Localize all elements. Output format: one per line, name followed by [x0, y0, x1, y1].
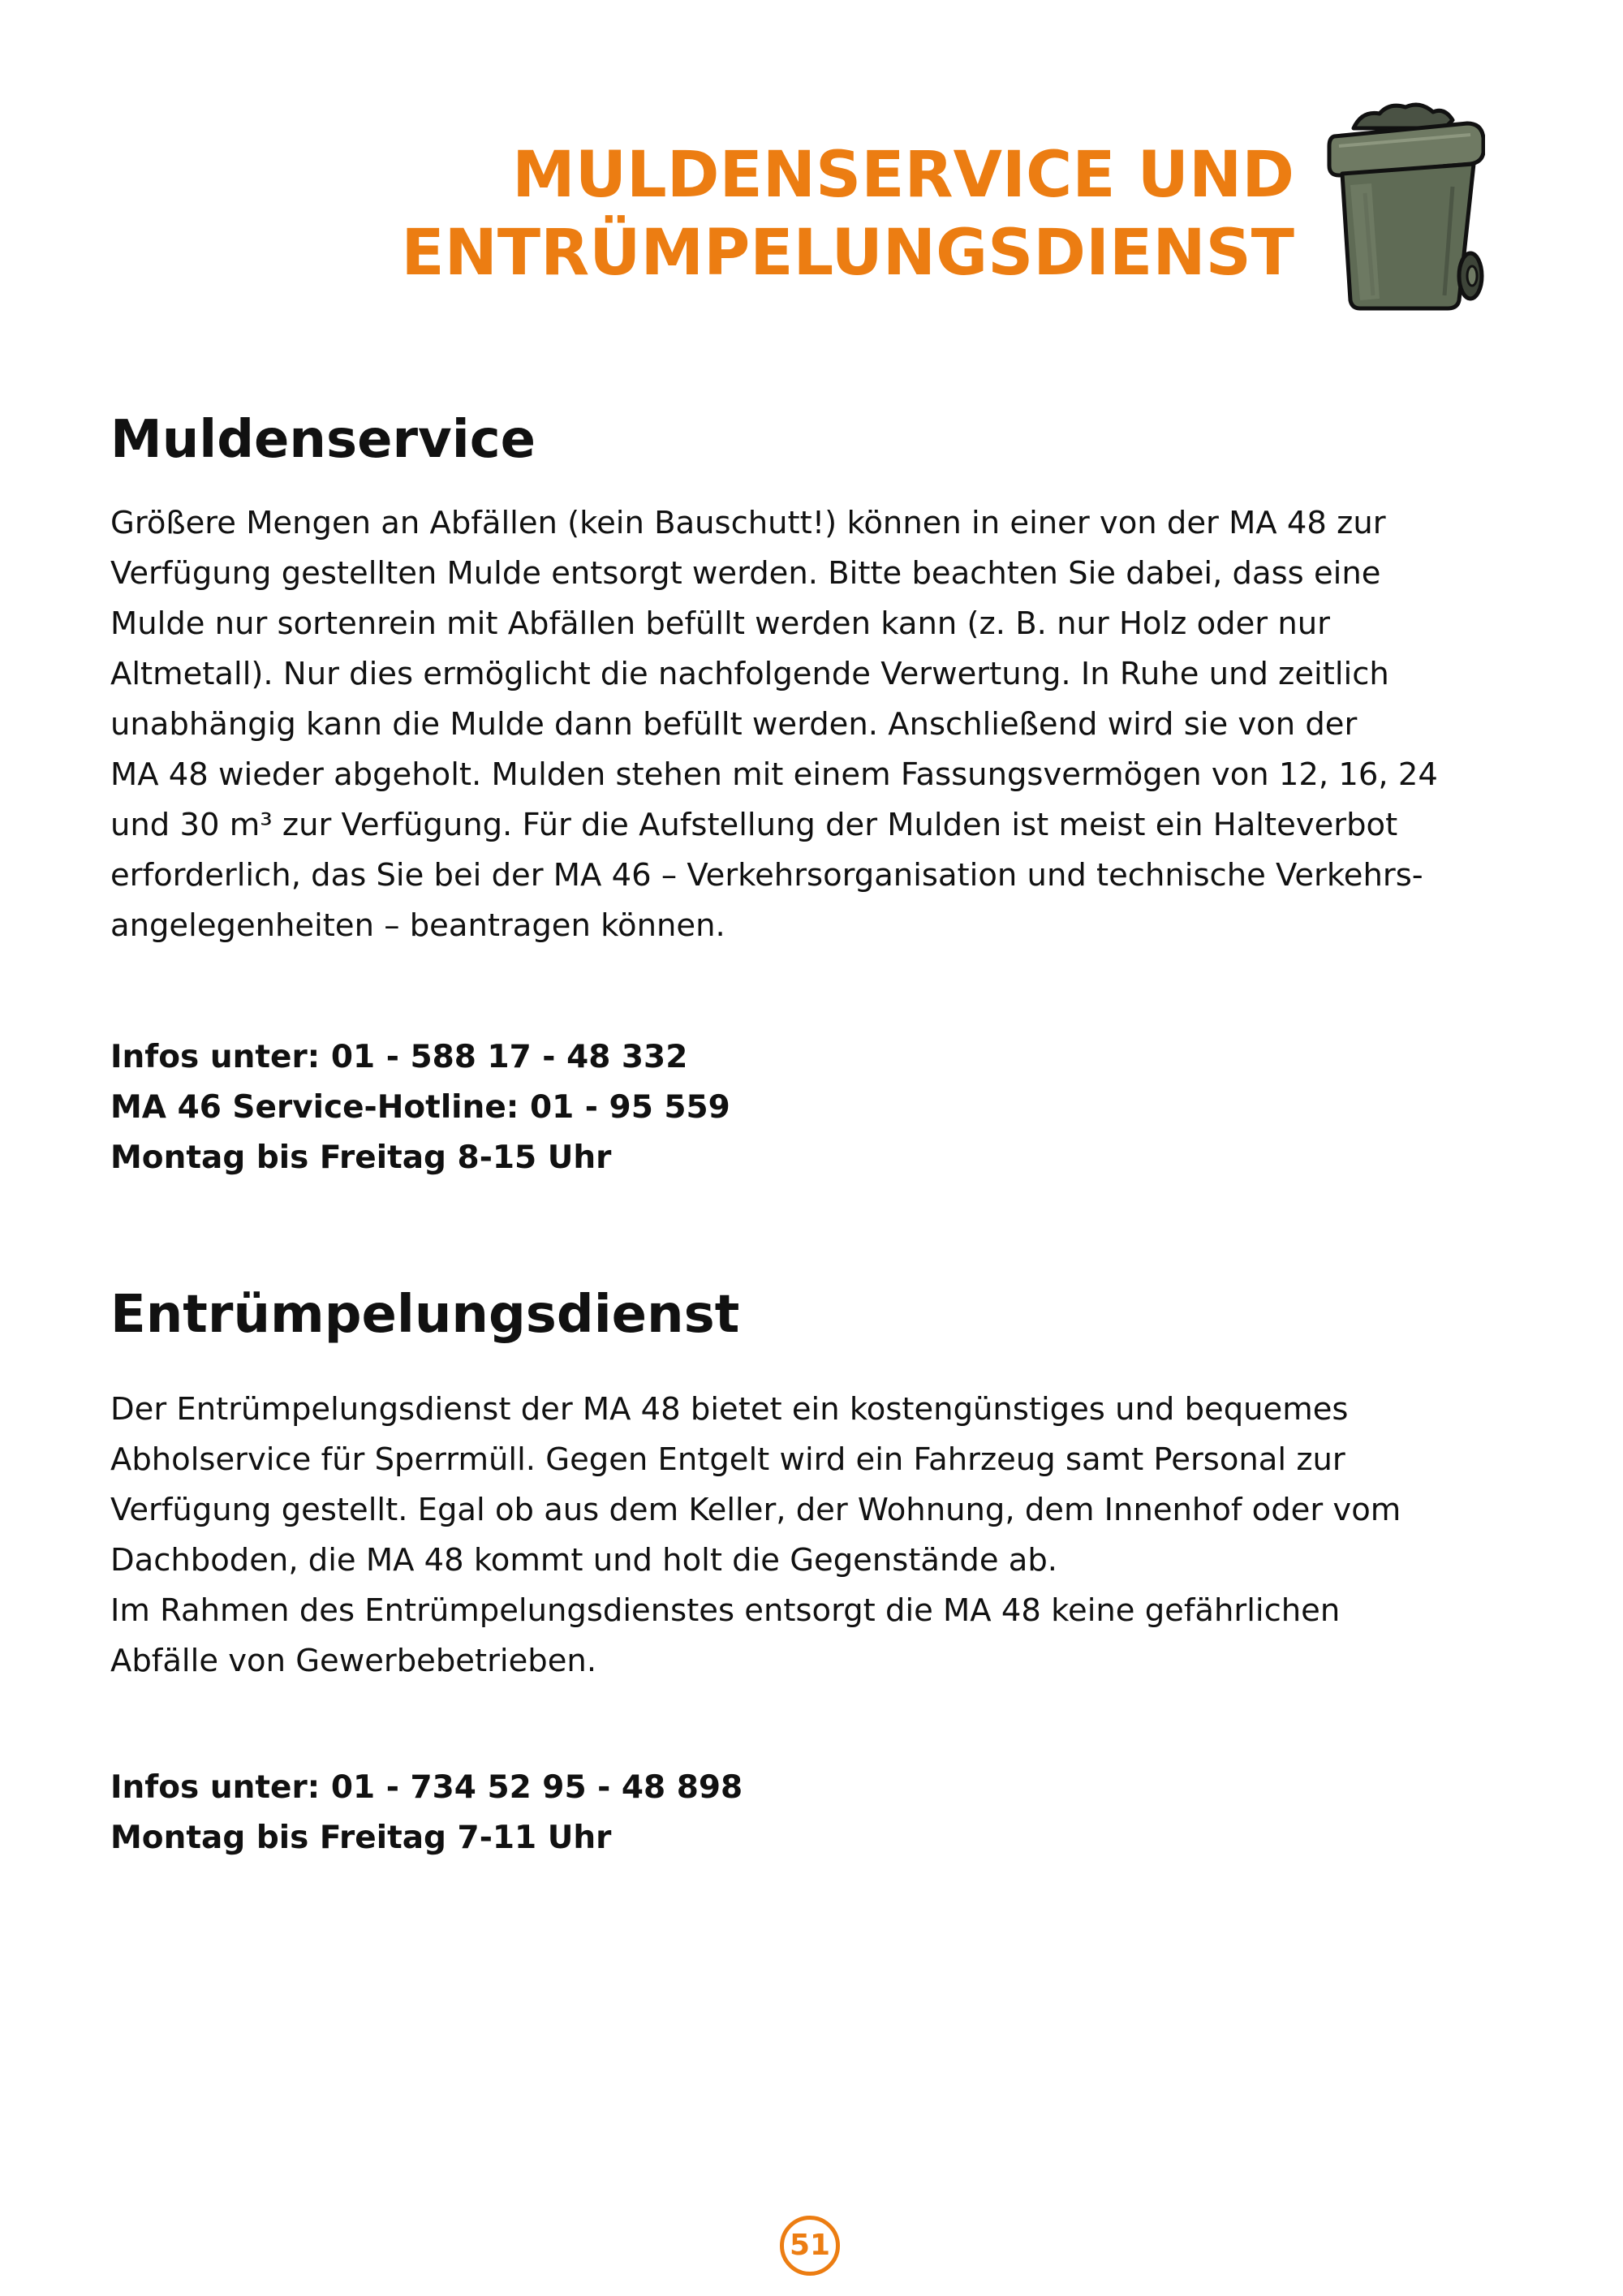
paragraph-line: erforderlich, das Sie bei der MA 46 – Verkehrsorganisation und technische Verkehrs-	[110, 857, 1423, 894]
entruempelungsdienst-paragraph	[110, 1385, 1539, 1686]
page-title-line-1: MULDENSERVICE UND	[512, 139, 1294, 212]
paragraph-line: Abfälle von Gewerbebetrieben.	[110, 1643, 597, 1679]
info-line-hours: Montag bis Freitag 7-11 Uhr	[110, 1820, 612, 1856]
page-title	[401, 136, 1294, 292]
waste-bin-icon	[1323, 96, 1485, 315]
paragraph-line: Mulde nur sortenrein mit Abfällen befüllt werden kann (z. B. nur Holz oder nur	[110, 605, 1330, 642]
page-number-badge	[780, 2216, 840, 2276]
muldenservice-paragraph	[110, 498, 1539, 951]
paragraph-line: Verfügung gestellten Mulde entsorgt werden. Bitte beachten Sie dabei, dass eine	[110, 555, 1381, 592]
paragraph-line: unabhängig kann die Mulde dann befüllt werden. Anschließend wird sie von der	[110, 706, 1358, 743]
paragraph-line: angelegenheiten – beantragen können.	[110, 907, 725, 944]
paragraph-line: Größere Mengen an Abfällen (kein Bauschutt!) können in einer von der MA 48 zur	[110, 505, 1386, 541]
page-number: 51	[789, 2229, 831, 2262]
paragraph-line: Im Rahmen des Entrümpelungsdienstes entsorgt die MA 48 keine gefährlichen	[110, 1592, 1341, 1629]
muldenservice-contact-info	[110, 1032, 730, 1183]
info-line-hotline: MA 46 Service-Hotline: 01 - 95 559	[110, 1089, 730, 1126]
paragraph-line: Altmetall). Nur dies ermöglicht die nachfolgende Verwertung. In Ruhe und zeitlich	[110, 656, 1389, 692]
paragraph-line: MA 48 wieder abgeholt. Mulden stehen mit einem Fassungsvermögen von 12, 16, 24	[110, 756, 1438, 793]
info-line-phone: Infos unter: 01 - 734 52 95 - 48 898	[110, 1769, 743, 1806]
page-title-line-2: ENTRÜMPELUNGSDIENST	[401, 217, 1294, 290]
paragraph-line: Dachboden, die MA 48 kommt und holt die Gegenstände ab.	[110, 1542, 1058, 1579]
section-heading-muldenservice: Muldenservice	[110, 410, 536, 470]
info-line-hours: Montag bis Freitag 8-15 Uhr	[110, 1139, 612, 1176]
page-header	[401, 136, 1294, 292]
entruempelungsdienst-contact-info	[110, 1763, 743, 1863]
paragraph-line: Abholservice für Sperrmüll. Gegen Entgelt wird ein Fahrzeug samt Personal zur	[110, 1441, 1345, 1478]
section-heading-entruempelungsdienst: Entrümpelungsdienst	[110, 1285, 740, 1345]
paragraph-line: und 30 m³ zur Verfügung. Für die Aufstellung der Mulden ist meist ein Halteverbot	[110, 807, 1398, 843]
paragraph-line: Verfügung gestellt. Egal ob aus dem Keller, der Wohnung, dem Innenhof oder vom	[110, 1492, 1401, 1528]
paragraph-line: Der Entrümpelungsdienst der MA 48 bietet ein kostengünstiges und bequemes	[110, 1391, 1349, 1428]
info-line-phone: Infos unter: 01 - 588 17 - 48 332	[110, 1039, 688, 1075]
